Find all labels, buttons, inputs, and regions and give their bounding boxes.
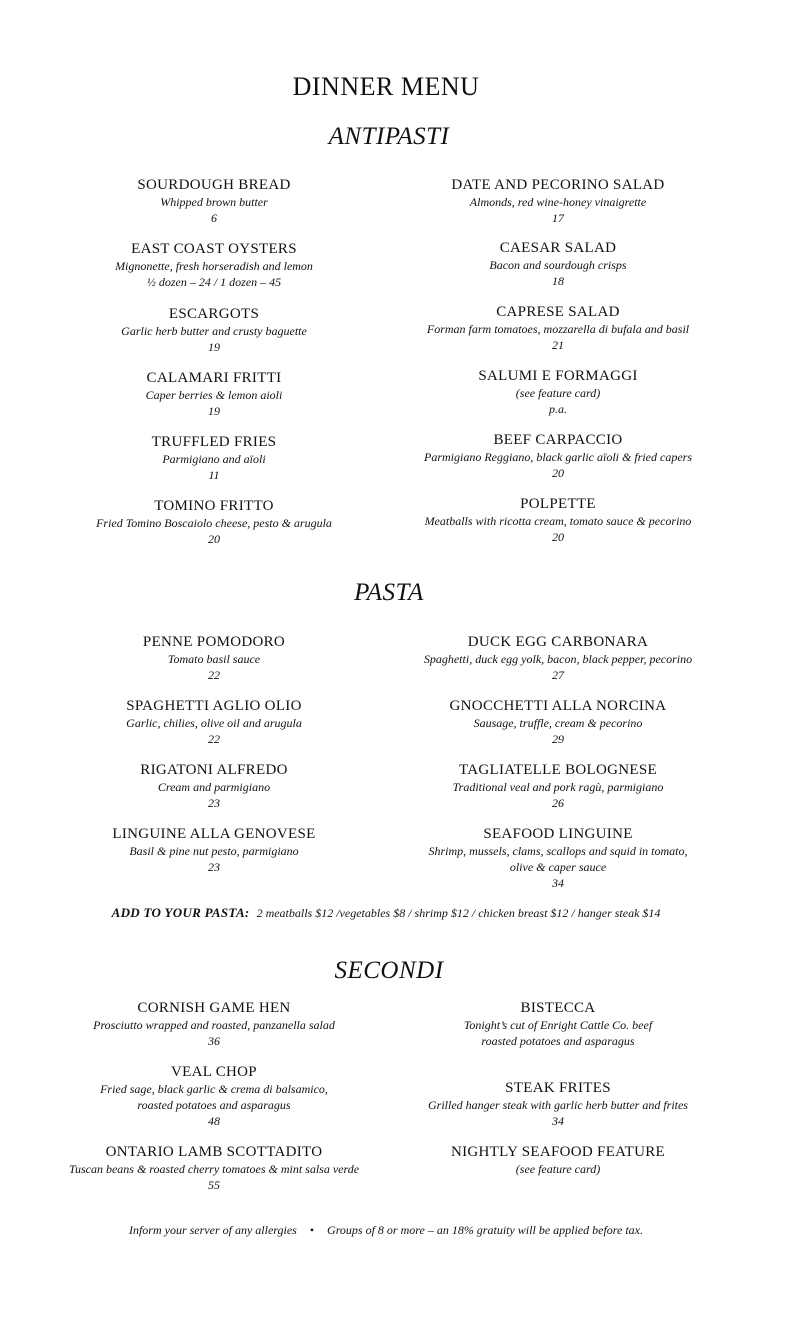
item-price: ½ dozen – 24 / 1 dozen – 45 xyxy=(146,275,282,289)
menu-item xyxy=(408,432,708,481)
item-name: SEAFOOD LINGUINE xyxy=(483,826,633,842)
pasta-addons xyxy=(0,905,772,921)
item-description: Mignonette, fresh horseradish and lemon xyxy=(115,259,313,273)
item-price: 48 xyxy=(208,1114,220,1128)
item-price: 29 xyxy=(552,732,564,746)
item-description: Forman farm tomatoes, mozzarella di bufala and basil xyxy=(426,322,690,336)
item-description: Basil & pine nut pesto, parmigiano xyxy=(129,844,299,858)
item-name: TOMINO FRITTO xyxy=(154,498,274,514)
item-price: 22 xyxy=(208,668,220,682)
item-name: RIGATONI ALFREDO xyxy=(140,762,288,778)
section-heading-antipasti: ANTIPASTI xyxy=(328,123,450,150)
item-description-line2: olive & caper sauce xyxy=(509,860,607,874)
menu-item xyxy=(408,1080,708,1129)
menu-item xyxy=(408,496,708,545)
item-description: Tuscan beans & roasted cherry tomatoes & mint salsa verde xyxy=(68,1162,360,1176)
item-name: ONTARIO LAMB SCOTTADITO xyxy=(105,1144,323,1160)
item-description: Caper berries & lemon aioli xyxy=(145,388,283,402)
menu-item xyxy=(408,1144,708,1177)
gratuity-note: Groups of 8 or more – an 18% gratuity will be applied before tax. xyxy=(327,1223,644,1237)
item-description: Spaghetti, duck egg yolk, bacon, black pepper, pecorino xyxy=(423,652,693,666)
item-description: Almonds, red wine-honey vinaigrette xyxy=(469,195,647,209)
item-name: CAESAR SALAD xyxy=(499,240,617,256)
item-price: 20 xyxy=(552,466,564,480)
item-name: TAGLIATELLE BOLOGNESE xyxy=(459,762,657,778)
menu-item xyxy=(64,370,364,419)
item-price: 19 xyxy=(208,340,220,354)
item-name: SOURDOUGH BREAD xyxy=(137,177,291,193)
item-price: 23 xyxy=(208,796,220,810)
menu-item xyxy=(64,698,364,747)
item-name: BISTECCA xyxy=(520,1000,596,1016)
menu-item xyxy=(64,434,364,483)
item-description: Tonight’s cut of Enright Cattle Co. beef xyxy=(463,1018,653,1032)
item-description: Sausage, truffle, cream & pecorino xyxy=(473,716,643,730)
item-name: SPAGHETTI AGLIO OLIO xyxy=(126,698,302,714)
item-price: 27 xyxy=(552,668,564,682)
item-description: Garlic herb butter and crusty baguette xyxy=(121,324,307,338)
item-name: BEEF CARPACCIO xyxy=(493,432,623,448)
item-name: TRUFFLED FRIES xyxy=(151,434,277,450)
section-heading-secondi: SECONDI xyxy=(334,957,444,984)
item-description: Cream and parmigiano xyxy=(157,780,271,794)
item-name: DATE AND PECORINO SALAD xyxy=(451,177,665,193)
menu-item xyxy=(64,306,364,355)
allergy-note: Inform your server of any allergies xyxy=(128,1223,297,1237)
menu-item xyxy=(408,762,708,811)
item-name: EAST COAST OYSTERS xyxy=(131,241,297,257)
menu-item xyxy=(64,177,364,226)
item-description: (see feature card) xyxy=(515,1162,601,1176)
menu-item xyxy=(408,240,708,289)
menu-item xyxy=(408,1000,708,1049)
item-name: SALUMI E FORMAGGI xyxy=(478,368,638,384)
menu-item xyxy=(408,698,708,747)
item-description: Meatballs with ricotta cream, tomato sauce & pecorino xyxy=(424,514,692,528)
item-description: Garlic, chilies, olive oil and arugula xyxy=(126,716,302,730)
menu-item xyxy=(64,1064,364,1129)
item-price: p.a. xyxy=(549,402,567,416)
menu-item xyxy=(64,1000,364,1049)
item-price: 20 xyxy=(552,530,564,544)
item-price: 23 xyxy=(208,860,220,874)
item-name: CALAMARI FRITTI xyxy=(146,370,282,386)
item-description-line2: roasted potatoes and asparagus xyxy=(481,1034,635,1048)
item-description: Bacon and sourdough crisps xyxy=(489,258,627,272)
menu-item xyxy=(64,1144,364,1193)
item-name: STEAK FRITES xyxy=(505,1080,611,1096)
item-price: 22 xyxy=(208,732,220,746)
item-description: Parmigiano and aïoli xyxy=(162,452,266,466)
item-description: Fried sage, black garlic & crema di balsamico, xyxy=(100,1082,328,1096)
section-heading-pasta: PASTA xyxy=(354,579,424,606)
menu-item xyxy=(408,368,708,417)
item-description: Grilled hanger steak with garlic herb butter and frites xyxy=(428,1098,688,1112)
pasta-addons-label: ADD TO YOUR PASTA: xyxy=(111,905,250,920)
menu-title: DINNER MENU xyxy=(292,72,480,101)
item-price: 19 xyxy=(208,404,220,418)
item-price: 34 xyxy=(552,876,564,890)
menu-item xyxy=(408,634,708,683)
item-name: POLPETTE xyxy=(520,496,596,512)
item-price: 20 xyxy=(208,532,220,546)
item-price: 34 xyxy=(552,1114,564,1128)
item-name: PENNE POMODORO xyxy=(142,634,286,650)
menu-item xyxy=(408,177,708,226)
item-price: 17 xyxy=(552,211,564,225)
item-name: VEAL CHOP xyxy=(171,1064,257,1080)
footer-note xyxy=(0,1223,772,1238)
item-description: Shrimp, mussels, clams, scallops and squid in tomato, xyxy=(428,844,688,858)
menu-item xyxy=(64,241,364,290)
pasta-addons-text: 2 meatballs $12 /vegetables $8 / shrimp $12 / chicken breast $12 / hanger steak $14 xyxy=(256,906,661,920)
item-name: ESCARGOTS xyxy=(168,306,260,322)
item-description-line2: roasted potatoes and asparagus xyxy=(137,1098,291,1112)
item-description: Parmigiano Reggiano, black garlic aïoli & fried capers xyxy=(424,450,692,464)
menu-item xyxy=(64,762,364,811)
item-price: 21 xyxy=(552,338,564,352)
item-price: 36 xyxy=(208,1034,220,1048)
item-price: 6 xyxy=(211,211,217,225)
menu-item xyxy=(64,634,364,683)
item-description: (see feature card) xyxy=(515,386,601,400)
item-name: CORNISH GAME HEN xyxy=(137,1000,291,1016)
item-description: Tomato basil sauce xyxy=(167,652,261,666)
item-name: LINGUINE ALLA GENOVESE xyxy=(112,826,316,842)
menu-item xyxy=(64,498,364,547)
item-description: Fried Tomino Boscaiolo cheese, pesto & arugula xyxy=(96,516,332,530)
item-description: Prosciutto wrapped and roasted, panzanella salad xyxy=(93,1018,335,1032)
item-price: 11 xyxy=(208,468,220,482)
footer-bullet: • xyxy=(309,1223,315,1237)
item-name: NIGHTLY SEAFOOD FEATURE xyxy=(450,1144,665,1160)
item-description: Whipped brown butter xyxy=(160,195,268,209)
item-price: 26 xyxy=(552,796,564,810)
item-name: GNOCCHETTI ALLA NORCINA xyxy=(449,698,667,714)
item-name: DUCK EGG CARBONARA xyxy=(467,634,649,650)
menu-item xyxy=(408,304,708,353)
menu-item xyxy=(64,826,364,875)
item-price: 18 xyxy=(552,274,564,288)
item-description: Traditional veal and pork ragù, parmigiano xyxy=(452,780,664,794)
item-name: CAPRESE SALAD xyxy=(496,304,620,320)
item-price: 55 xyxy=(208,1178,220,1192)
menu-item xyxy=(408,826,708,891)
